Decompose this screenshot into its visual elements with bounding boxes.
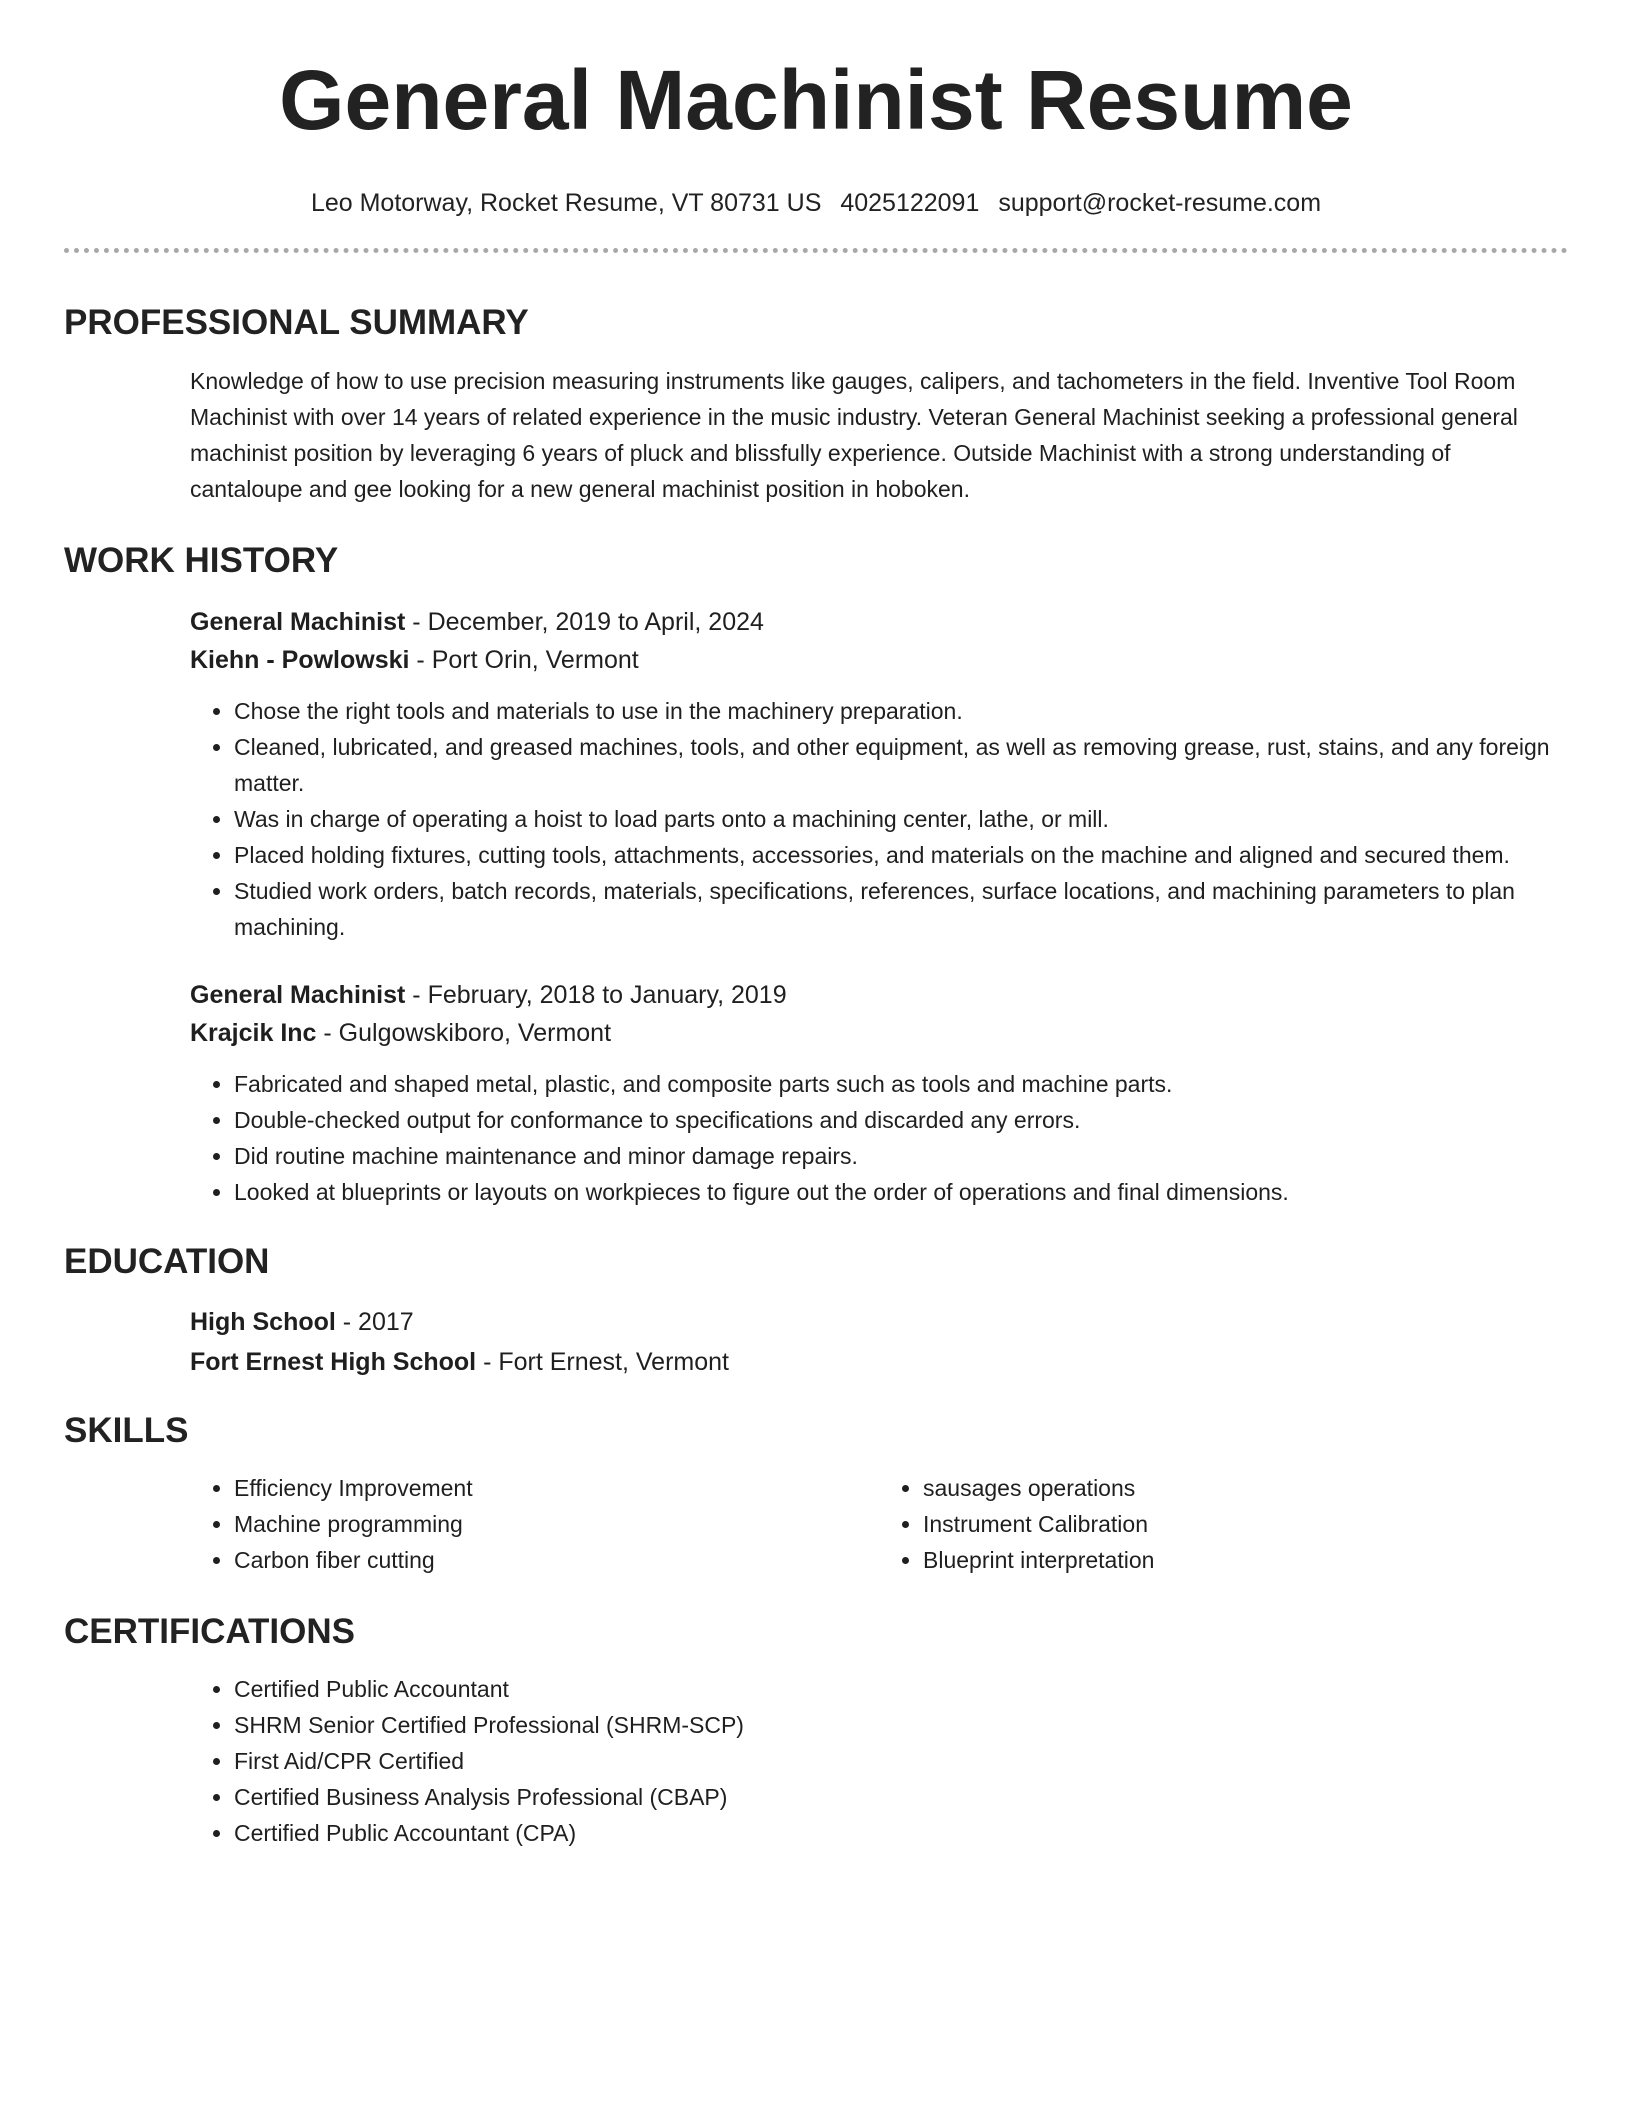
certifications-block xyxy=(64,1671,1568,1851)
job-location: - Port Orin, Vermont xyxy=(409,646,639,674)
job-entry xyxy=(64,976,1568,1210)
list-item: • Efficiency Improvement xyxy=(234,1470,879,1506)
education-degree-line xyxy=(190,1303,1568,1341)
skills-heading: SKILLS xyxy=(64,1411,189,1450)
job-title: General Machinist xyxy=(190,981,406,1009)
job-dates: - February, 2018 to January, 2019 xyxy=(405,981,787,1009)
list-item: • Did routine machine maintenance and minor damage repairs. xyxy=(234,1138,1568,1174)
education-entry xyxy=(64,1303,1568,1381)
list-item: • First Aid/CPR Certified xyxy=(234,1743,1568,1779)
education-location: - Fort Ernest, Vermont xyxy=(476,1348,729,1376)
list-item: • Certified Business Analysis Professional (CBAP) xyxy=(234,1779,1568,1815)
job-company: Krajcik Inc xyxy=(190,1019,317,1047)
list-item: • Looked at blueprints or layouts on workpieces to figure out the order of operations and final dimensions. xyxy=(234,1174,1568,1210)
contact-phone: 4025122091 xyxy=(840,189,980,217)
education-school-line xyxy=(190,1343,1568,1381)
job-title: General Machinist xyxy=(190,608,406,636)
skills-column-right xyxy=(879,1470,1568,1578)
skills-column-left xyxy=(190,1470,879,1578)
work-history-heading: WORK HISTORY xyxy=(64,541,339,580)
contact-address: Leo Motorway, Rocket Resume, VT 80731 US xyxy=(310,189,822,217)
job-company-line xyxy=(190,641,1568,679)
list-item: • Instrument Calibration xyxy=(923,1506,1568,1542)
job-company-line xyxy=(190,1014,1568,1052)
skills-grid xyxy=(64,1470,1568,1578)
education-year: - 2017 xyxy=(335,1308,414,1336)
job-dates: - December, 2019 to April, 2024 xyxy=(405,608,764,636)
list-item: • Studied work orders, batch records, materials, specifications, references, surface locations, and machining parameters to plan machining. xyxy=(234,873,1568,945)
job-bullets xyxy=(190,1066,1568,1210)
page-title: General Machinist Resume xyxy=(279,53,1353,147)
summary-heading: PROFESSIONAL SUMMARY xyxy=(64,303,529,342)
job-bullets xyxy=(190,693,1568,945)
summary-text: Knowledge of how to use precision measuring instruments like gauges, calipers, and tachometers in the field. Inventive Tool Room Machinist with over 14 years of related experience in the music industry. Veteran General Machinist seeking a professional general machinist position by leveraging 6 years of pluck and blissfully experience. Outside Machinist with a strong understanding of cantaloupe and gee looking for a new general machinist position in hoboken. xyxy=(190,368,1518,502)
contact-email: support@rocket-resume.com xyxy=(998,189,1322,217)
list-item: • Blueprint interpretation xyxy=(923,1542,1568,1578)
job-location: - Gulgowskiboro, Vermont xyxy=(316,1019,612,1047)
list-item: • Placed holding fixtures, cutting tools, attachments, accessories, and materials on the machine and aligned and secured them. xyxy=(234,837,1568,873)
job-entry xyxy=(64,603,1568,945)
contact-line xyxy=(64,189,1568,218)
list-item: • Carbon fiber cutting xyxy=(234,1542,879,1578)
list-item: • sausages operations xyxy=(923,1470,1568,1506)
list-item: • SHRM Senior Certified Professional (SHRM-SCP) xyxy=(234,1707,1568,1743)
list-item: • Chose the right tools and materials to use in the machinery preparation. xyxy=(234,693,1568,729)
list-item: • Was in charge of operating a hoist to load parts onto a machining center, lathe, or mill. xyxy=(234,801,1568,837)
list-item: • Machine programming xyxy=(234,1506,879,1542)
education-school: Fort Ernest High School xyxy=(190,1348,477,1376)
list-item: • Fabricated and shaped metal, plastic, and composite parts such as tools and machine parts. xyxy=(234,1066,1568,1102)
certifications-list xyxy=(190,1671,1568,1851)
job-company: Kiehn - Powlowski xyxy=(190,646,410,674)
certifications-heading: CERTIFICATIONS xyxy=(64,1612,356,1651)
job-title-line xyxy=(190,976,1568,1014)
list-item: • Certified Public Accountant (CPA) xyxy=(234,1815,1568,1851)
header-divider xyxy=(64,248,1568,253)
education-degree: High School xyxy=(190,1308,336,1336)
education-heading: EDUCATION xyxy=(64,1242,270,1281)
job-title-line xyxy=(190,603,1568,641)
list-item: • Double-checked output for conformance to specifications and discarded any errors. xyxy=(234,1102,1568,1138)
list-item: • Cleaned, lubricated, and greased machines, tools, and other equipment, as well as removing grease, rust, stains, and any foreign matter. xyxy=(234,729,1568,801)
list-item: • Certified Public Accountant xyxy=(234,1671,1568,1707)
